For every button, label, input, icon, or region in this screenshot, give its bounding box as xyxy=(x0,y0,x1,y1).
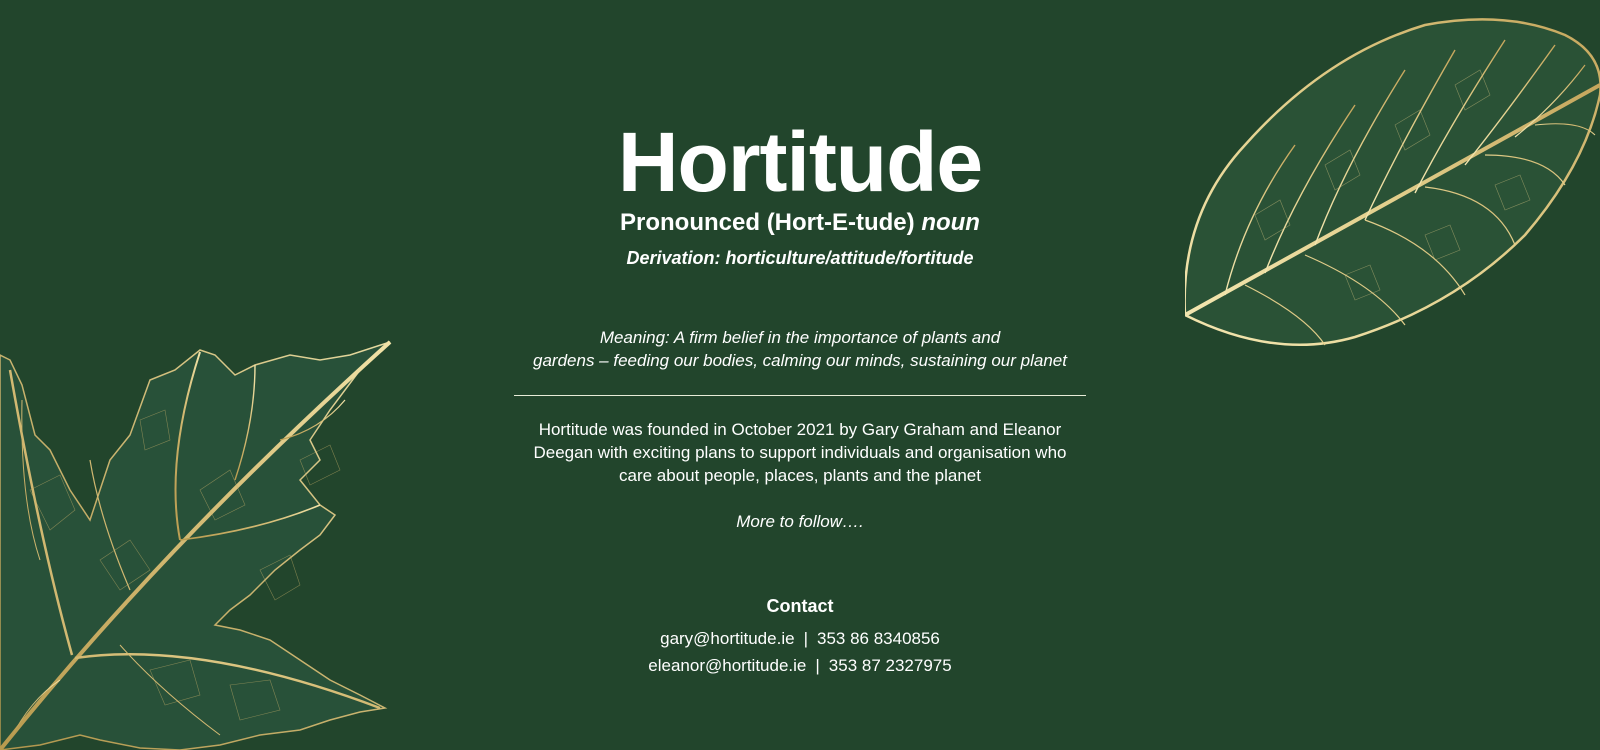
part-of-speech: noun xyxy=(921,209,980,236)
email-link-gary[interactable]: gary@hortitude.ie xyxy=(660,629,795,648)
derivation: Derivation: horticulture/attitude/fortitude xyxy=(626,248,974,268)
pronunciation xyxy=(500,208,1100,238)
meaning-line: Meaning: A firm belief in the importance of plants and xyxy=(599,328,1001,347)
about-line: Hortitude was founded in October 2021 by Gary Graham and Eleanor xyxy=(538,420,1062,439)
contact-heading: Contact xyxy=(766,596,834,616)
meaning-line: gardens – feeding our bodies, calming our minds, sustaining our planet xyxy=(533,351,1067,370)
page-title: Hortitude xyxy=(617,115,983,209)
about-text xyxy=(500,418,1100,487)
contact-separator: | xyxy=(815,656,820,675)
contact-entry-gary xyxy=(500,627,1100,651)
phone-gary: 353 86 8340856 xyxy=(816,629,940,648)
contact-separator: | xyxy=(803,629,808,648)
meaning-text xyxy=(500,326,1100,372)
pronunciation-text: Pronounced (Hort-E-tude) xyxy=(620,209,915,236)
maple-leaf-skeleton-icon xyxy=(0,340,400,750)
contact-entry-eleanor xyxy=(500,654,1100,678)
about-line: Deegan with exciting plans to support individuals and organisation who xyxy=(533,443,1067,462)
divider xyxy=(514,395,1086,396)
more-to-follow: More to follow…. xyxy=(736,512,864,531)
about-line: care about people, places, plants and the planet xyxy=(619,466,981,485)
oval-leaf-skeleton-icon xyxy=(1185,15,1600,350)
phone-eleanor: 353 87 2327975 xyxy=(828,656,952,675)
email-link-eleanor[interactable]: eleanor@hortitude.ie xyxy=(648,656,807,675)
